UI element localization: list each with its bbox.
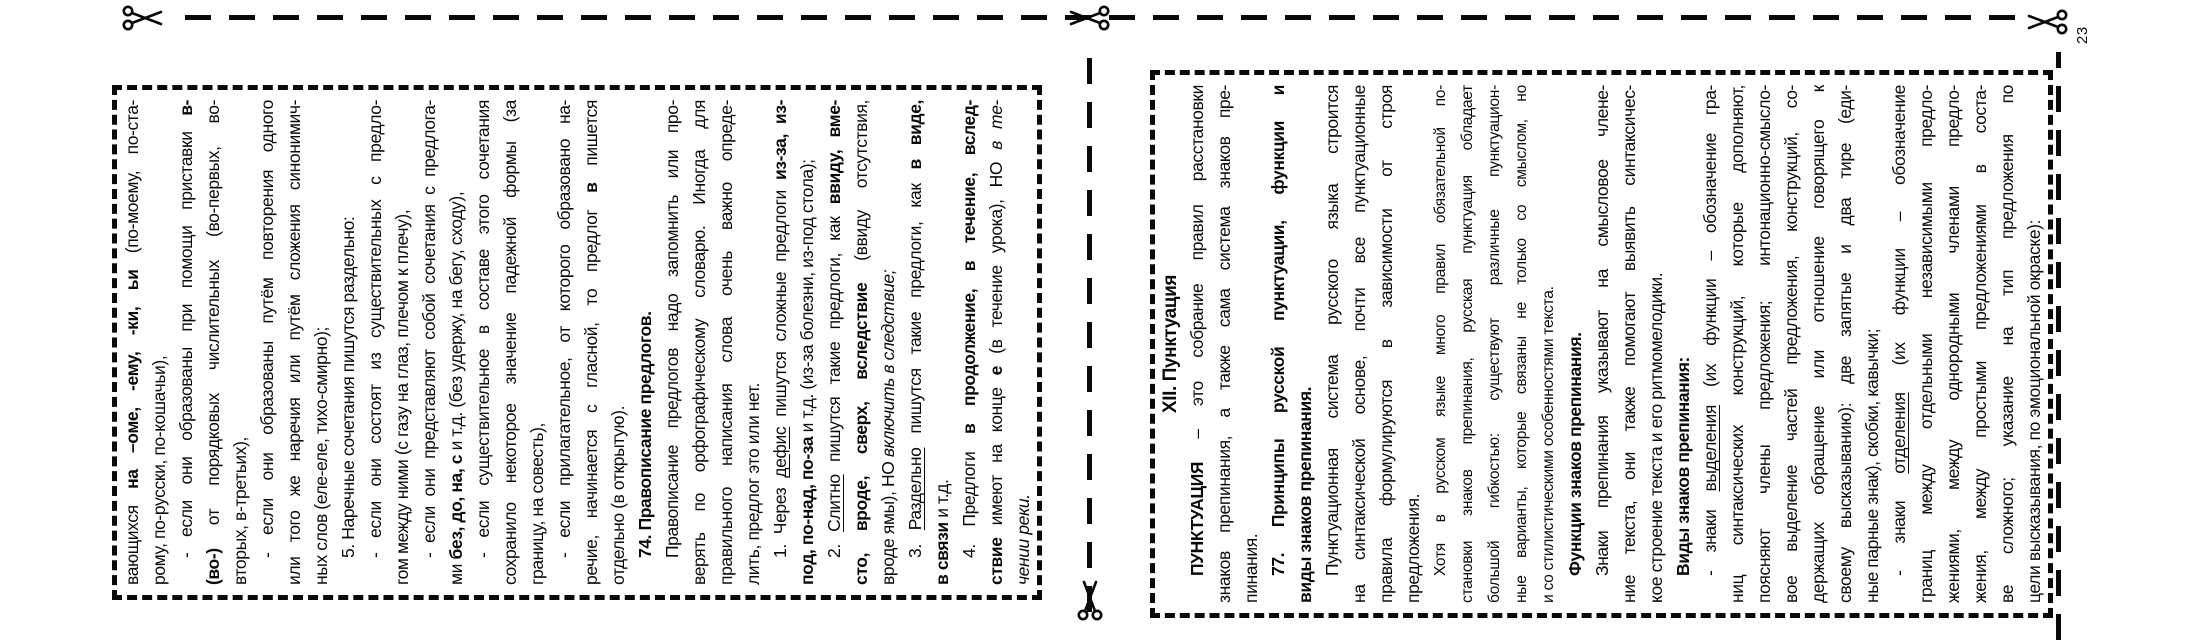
text-line: - если они образованы путём повторения одного — [257, 100, 277, 558]
scissors-icon — [2025, 9, 2069, 35]
text-line: границ между отдельными независимыми предло- — [1916, 85, 1936, 603]
text-line: Функции знаков препинания. — [1565, 332, 1585, 576]
text-line: Хотя в русском языке много правил обязательной по- — [1432, 85, 1449, 576]
text-line: ствие имеют на конце е (в течение урока), НО в те- — [986, 100, 1006, 585]
text-line: кое строение текста и его ритмомелодики. — [1646, 272, 1666, 603]
scissors-icon — [1077, 578, 1103, 622]
text-line: ные варианты, которые связаны не только со смыслом, но — [1513, 85, 1530, 603]
text-line: отдельно (в открытую). — [608, 405, 628, 585]
text-line: становки знаков препинания, русская пунктуация обладает — [1459, 85, 1476, 603]
text-line: Пунктуационная система русского языка строится — [1322, 85, 1342, 576]
text-line: большой гибкостью: существуют различные пунктуацион- — [1486, 85, 1503, 603]
scissors-icon — [121, 5, 165, 31]
text-line: поясняют члены предложения; интонационно-смысло- — [1754, 85, 1774, 603]
text-line: 3. Раздельно пишутся такие предлоги, как в виде, — [905, 100, 925, 558]
text-line: рому, по-русски, по-кошачьи), — [149, 355, 169, 585]
text-line: знаков препинания, а также сама система знаков пре- — [1214, 85, 1234, 603]
text-line: жениями, между однородными членами предло- — [1943, 85, 1963, 603]
text-line: 2. Слитно пишутся такие предлоги, как ввиду, вме- — [824, 100, 844, 558]
text-line: - знаки отделения (их функции – обозначение — [1889, 85, 1909, 576]
text-line: чении реки. — [1013, 494, 1033, 585]
text-line: своему высказыванию): две запятые и два тире (еди- — [1835, 85, 1855, 603]
text-line: пинания. — [1241, 533, 1261, 603]
page-number: 23 — [2074, 26, 2091, 44]
text-line: сто, вроде, сверх, вследствие (ввиду отсутствия, — [851, 100, 871, 585]
text-line: держащих обращение или отношение говорящего к — [1808, 85, 1828, 603]
text-line: 74. Правописание предлогов. — [635, 311, 655, 558]
text-line: 4. Предлоги в продолжение, в течение, вслед- — [959, 100, 979, 558]
cheat-card-punktuacia — [1150, 70, 2053, 618]
text-line: ние текста, они также помогают выявить синтаксичес- — [1619, 85, 1639, 603]
text-line: Знаки препинания указывают на смысловое члене- — [1592, 85, 1612, 576]
text-line: ве сложного; указание на тип предложения по — [1997, 85, 2017, 603]
text-line: ниц синтаксических конструкций, которые дополняют, — [1727, 85, 1747, 603]
text-line: XII. Пунктуация — [1160, 274, 1181, 414]
text-line: - если прилагательное, от которого образовано на- — [554, 100, 574, 558]
text-line: - если они состоят из существительных с предло- — [365, 100, 385, 558]
text-line: или того же наречия или путём сложения синонимич- — [284, 100, 304, 585]
text-line: лить, предлог это или нет. — [743, 383, 763, 585]
text-line: под, по-над, по-за и т.д. (из-за болезни, из-под стола); — [797, 159, 817, 585]
text-line: Правописание предлогов надо запомнить или про- — [662, 100, 682, 558]
text-line: вторых, в-третьих), — [230, 436, 250, 585]
text-line: - знаки выделения (их функции – обозначение гра- — [1700, 85, 1720, 576]
text-line: вроде ямы), НО включить в следствие; — [878, 269, 898, 585]
text-line: цели высказывания, по эмоциональной окраске): — [2024, 219, 2044, 603]
text-line: - если они образованы при помощи приставки в- — [176, 100, 196, 558]
text-line: вающихся на –оме, -ему, -ки, ьи (по-моему, по-ста- — [122, 100, 142, 585]
text-line: правила формулируются в зависимости от строя — [1376, 85, 1396, 603]
text-line: Виды знаков препинания: — [1673, 357, 1693, 576]
text-line: предложения. — [1403, 493, 1423, 603]
text-line: гом между ними (с газу на глаз, плечом к плечу), — [392, 209, 412, 585]
text-line: 5. Наречные сочетания пишутся раздельно: — [338, 216, 358, 558]
text-line: виды знаков препинания. — [1295, 386, 1315, 603]
text-line: ми без, до, на, с и т.д. (без удержу, на бегу, сходу), — [446, 191, 466, 585]
text-line: - если они представляют собой сочетания с предлога- — [419, 100, 439, 558]
text-line: вое выделение частей предложения, конструкций, со- — [1781, 85, 1801, 603]
cheat-card-predlogi — [112, 85, 1042, 600]
text-line: на синтаксической основе, почти все пунктуационные — [1349, 85, 1369, 603]
scissors-icon — [1067, 5, 1111, 31]
text-line: сохранило некоторое значение падежной формы (за — [500, 100, 520, 585]
text-line: верять по орфографическому словарю. Иногда для — [689, 100, 709, 585]
cut-line-bottom — [2056, 52, 2061, 640]
text-line: 77. Принципы русской пунктуации, функции и — [1268, 85, 1288, 576]
text-line: правильного написания слова очень важно опреде- — [716, 100, 736, 585]
text-line: ных слов (еле-еле, тихо-смирно); — [311, 327, 331, 585]
text-line: в связи и т.д. — [932, 479, 952, 585]
cut-line-between-cards — [1087, 46, 1092, 612]
text-line: (во-) от порядковых числительных (во-первых, во- — [203, 100, 223, 585]
text-line: 1. Через дефис пишутся сложные предлоги из-за, из- — [770, 100, 790, 558]
text-line: ПУНКТУАЦИЯ – это собрание правил расстановки — [1187, 85, 1207, 576]
text-line: границу, на совесть), — [527, 423, 547, 585]
text-line: речие, начинается с гласной, то предлог в пишется — [581, 100, 601, 585]
text-line: ные парные знак), скобки, кавычки; — [1862, 328, 1882, 603]
text-line: - если существительное в составе этого сочетания — [473, 100, 493, 558]
text-line: жения, между простыми предложениями в соста- — [1970, 85, 1990, 603]
text-line: и со стилистическими особенностями текста. — [1540, 286, 1557, 603]
